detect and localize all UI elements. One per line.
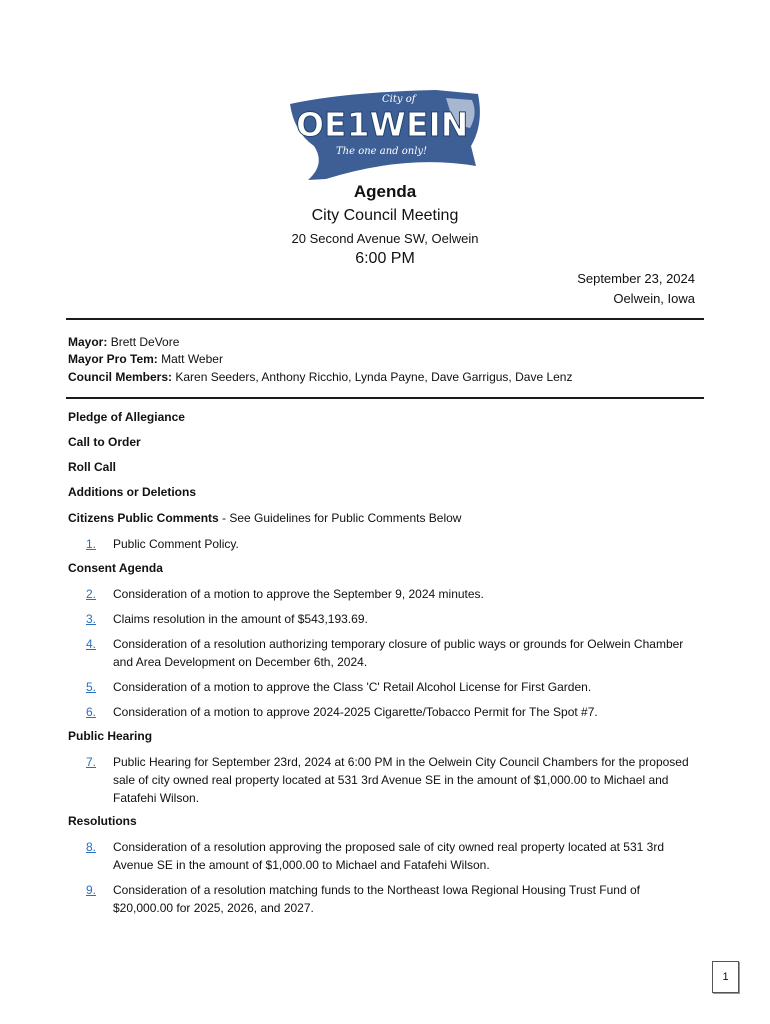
section-call-to-order: Call to Order <box>68 435 141 449</box>
mayor-label: Mayor: <box>68 335 108 349</box>
agenda-item-3 <box>86 610 698 628</box>
item-number-link[interactable]: 1. <box>86 537 97 551</box>
agenda-item-5 <box>86 678 698 696</box>
citizens-comments-note: - See Guidelines for Public Comments Below <box>218 511 462 525</box>
mayor-name: Brett DeVore <box>110 335 180 349</box>
agenda-item-4 <box>86 635 698 671</box>
agenda-item-6 <box>86 703 698 721</box>
section-resolutions: Resolutions <box>68 814 137 828</box>
section-additions: Additions or Deletions <box>68 485 197 499</box>
item-text: Consideration of a motion to approve the Class 'C' Retail Alcohol License for First Garden. <box>113 680 592 694</box>
agenda-item-8 <box>86 838 698 874</box>
item-number-link[interactable]: 4. <box>86 637 97 651</box>
item-text: Public Comment Policy. <box>113 537 239 551</box>
item-text: Consideration of a resolution authorizing temporary closure of public ways or grounds for Oelwein Chamber and Area Development on December 6th, 2024. <box>113 637 684 669</box>
meeting-date: September 23, 2024 <box>577 271 695 286</box>
council-members-label: Council Members: <box>68 370 173 384</box>
meeting-address: 20 Second Avenue SW, Oelwein <box>291 231 479 246</box>
item-text: Consideration of a resolution approving the proposed sale of city owned real property located at 531 3rd Avenue SE in the amount of $1,000.00 to Michael and Fatafehi Wilson. <box>113 840 665 872</box>
section-roll-call: Roll Call <box>68 460 117 474</box>
logo-wordmark: OE1WEIN <box>296 105 469 144</box>
page-number: 1 <box>712 961 739 993</box>
item-text: Consideration of a motion to approve 2024-2025 Cigarette/Tobacco Permit for The Spot #7. <box>113 705 598 719</box>
item-text: Public Hearing for September 23rd, 2024 at 6:00 PM in the Oelwein City Council Chambers for the proposed sale of city owned real property located at 531 3rd Avenue SE in the amount of $1,000.00 to Michael and Fatafehi Wilson. <box>113 755 689 805</box>
agenda-item-1 <box>86 535 698 553</box>
item-number-link[interactable]: 5. <box>86 680 97 694</box>
mayor-pro-tem-line <box>68 352 223 366</box>
mayor-pro-tem-name: Matt Weber <box>161 352 223 366</box>
logo-tagline: The one and only! <box>336 146 428 157</box>
council-members-names: Karen Seeders, Anthony Ricchio, Lynda Payne, Dave Garrigus, Dave Lenz <box>175 370 573 384</box>
meeting-name: City Council Meeting <box>311 207 459 224</box>
mayor-pro-tem-label: Mayor Pro Tem: <box>68 352 158 366</box>
agenda-item-9 <box>86 881 698 917</box>
mayor-line <box>68 335 179 349</box>
item-number-link[interactable]: 8. <box>86 840 97 854</box>
citizens-comments-heading: Citizens Public Comments <box>68 511 219 525</box>
item-number-link[interactable]: 7. <box>86 755 97 769</box>
item-number-link[interactable]: 6. <box>86 705 97 719</box>
meeting-time: 6:00 PM <box>355 250 415 267</box>
item-number-link[interactable]: 2. <box>86 587 97 601</box>
section-consent-agenda: Consent Agenda <box>68 561 163 575</box>
agenda-title: Agenda <box>353 182 417 201</box>
divider-bottom <box>66 397 704 399</box>
divider-top <box>66 318 704 320</box>
item-number-link[interactable]: 3. <box>86 612 97 626</box>
item-number-link[interactable]: 9. <box>86 883 97 897</box>
council-members-line <box>68 370 572 384</box>
section-pledge: Pledge of Allegiance <box>68 410 185 424</box>
item-text: Claims resolution in the amount of $543,193.69. <box>113 612 368 626</box>
section-public-hearing: Public Hearing <box>68 729 153 743</box>
agenda-item-2 <box>86 585 698 603</box>
item-text: Consideration of a resolution matching funds to the Northeast Iowa Regional Housing Trust Fund of $20,000.00 for 2025, 2026, and 2027. <box>113 883 640 915</box>
agenda-item-7 <box>86 753 698 807</box>
logo-city-of: City of <box>382 94 416 105</box>
city-logo <box>286 84 484 184</box>
meeting-location: Oelwein, Iowa <box>613 291 695 306</box>
item-text: Consideration of a motion to approve the September 9, 2024 minutes. <box>113 587 484 601</box>
section-citizens-comments <box>68 511 461 525</box>
